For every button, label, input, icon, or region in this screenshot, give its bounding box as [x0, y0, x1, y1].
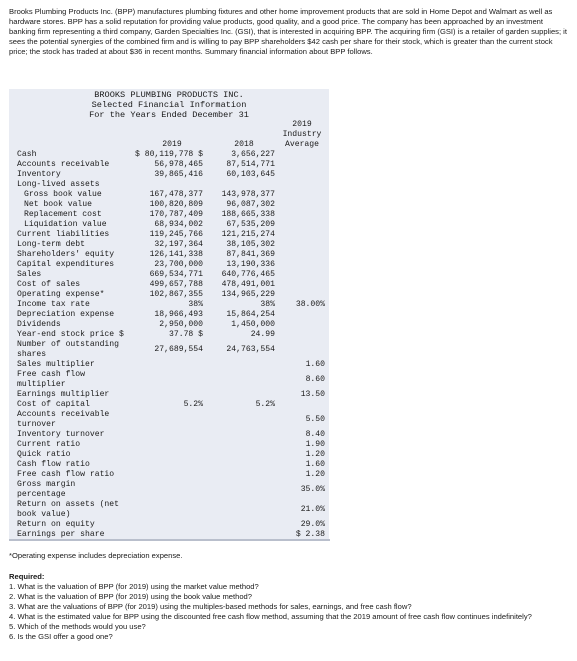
row-label: Gross book value	[24, 190, 102, 199]
row-value-2018: 3,656,227	[231, 150, 275, 159]
intro-paragraph: Brooks Plumbing Products Inc. (BPP) manufactures plumbing fixtures and other home improvement products that are sold in Home Depot and Walmart as well as hardware stores. BPP has a solid reputation for providing value products, good quality, and a good price. The company has been approached by an investment banking firm representing a third company, Garden Specialties Inc. (GSI), that is interested in acquiring BPP. The acquiring firm (GSI) is a retailer of garden supplies; it sees the potential synergies of the combined firm and is willing to pay BPP shareholders $42 cash per share for their stock, which is greater than the current stock price; the stock has traded at about $36 in recent months. Summary financial information about BPP follows.	[9, 7, 567, 57]
row-value-2018: 188,665,338	[221, 210, 275, 219]
row-value-2018: 478,491,001	[221, 280, 275, 289]
row-value-2018: 87,514,771	[226, 160, 275, 169]
row-label: Cash	[17, 150, 37, 159]
row-value-industry-average: 5.50	[305, 415, 325, 424]
row-label: Accounts receivable turnover	[17, 410, 110, 429]
row-value-2019: 39,865,416	[154, 170, 203, 179]
row-label: Cost of sales	[17, 280, 81, 289]
col-header-2019: 2019	[162, 140, 182, 149]
row-label: Inventory turnover	[17, 430, 105, 439]
row-value-2019: 669,534,771	[149, 270, 203, 279]
question-5: 5. Which of the methods would you use?	[9, 622, 146, 631]
row-value-industry-average: 1.20	[305, 450, 325, 459]
row-label: Sales multiplier	[17, 360, 95, 369]
question-2: 2. What is the valuation of BPP (for 2019) using the book value method?	[9, 592, 253, 601]
row-value-industry-average: 1.20	[305, 470, 325, 479]
row-value-2019: 27,689,554	[154, 345, 203, 354]
row-label: Capital expenditures	[17, 260, 115, 269]
row-value-industry-average: 13.50	[300, 390, 325, 399]
required-questions	[9, 582, 569, 642]
row-label: Income tax rate	[17, 300, 90, 309]
row-value-2019: 37.78 $	[169, 330, 203, 339]
row-label: Quick ratio	[17, 450, 71, 459]
row-label: Shareholders' equity	[17, 250, 115, 259]
row-value-industry-average: 38.00%	[295, 300, 325, 309]
row-value-2018: 121,215,274	[221, 230, 275, 239]
row-value-2019: 23,700,000	[154, 260, 203, 269]
row-value-2019: 167,478,377	[149, 190, 203, 199]
question-6: 6. Is the GSI offer a good one?	[9, 632, 113, 641]
row-label: Long-lived assets	[17, 180, 100, 189]
col-header-2018: 2018	[234, 140, 254, 149]
row-value-2018: 60,103,645	[226, 170, 275, 179]
table-title-company: BROOKS PLUMBING PRODUCTS INC.	[94, 90, 244, 100]
row-label: Number of outstanding shares	[17, 340, 119, 359]
row-label: Liquidation value	[24, 220, 107, 229]
row-value-2019: 126,141,338	[149, 250, 203, 259]
row-value-2018: 1,450,000	[231, 320, 275, 329]
table-title-subtitle: Selected Financial Information	[91, 100, 247, 110]
row-label: Free cash flow ratio	[17, 470, 115, 479]
row-value-2018: 87,841,369	[226, 250, 275, 259]
row-label: Cash flow ratio	[17, 460, 90, 469]
row-label: Current ratio	[17, 440, 81, 449]
row-label: Return on assets (net book value)	[17, 500, 119, 519]
row-label: Return on equity	[17, 520, 95, 529]
row-label: Net book value	[24, 200, 92, 209]
row-value-2019: 68,934,002	[154, 220, 203, 229]
row-label: Year-end stock price $	[17, 330, 124, 339]
row-value-2018: 24,763,554	[226, 345, 275, 354]
row-value-industry-average: $ 2.38	[295, 530, 325, 539]
row-value-2019: 100,820,809	[149, 200, 203, 209]
row-value-2018: 134,965,229	[221, 290, 275, 299]
row-value-2019: 38%	[188, 300, 203, 309]
row-value-2019: 56,978,465	[154, 160, 203, 169]
row-value-2018: 5.2%	[255, 400, 275, 409]
row-label: Sales	[17, 270, 42, 279]
row-value-2018: 640,776,465	[221, 270, 275, 279]
col-header-avg-year: 2019	[292, 120, 312, 129]
row-label: Free cash flow multiplier	[17, 370, 85, 389]
row-value-2019: 170,787,409	[149, 210, 203, 219]
row-value-2019: 119,245,766	[149, 230, 203, 239]
row-value-2019: 102,867,355	[149, 290, 203, 299]
row-label: Dividends	[17, 320, 61, 329]
row-value-industry-average: 21.0%	[300, 505, 325, 514]
row-value-industry-average: 8.60	[305, 375, 325, 384]
row-value-2019: 2,950,000	[159, 320, 203, 329]
row-label: Gross margin percentage	[17, 480, 76, 499]
row-value-industry-average: 8.40	[305, 430, 325, 439]
row-value-2019: 499,657,788	[149, 280, 203, 289]
required-heading: Required:	[9, 572, 45, 581]
row-value-industry-average: 1.60	[305, 460, 325, 469]
row-label: Accounts receivable	[17, 160, 110, 169]
row-value-industry-average: 1.60	[305, 360, 325, 369]
row-value-2019: 18,966,493	[154, 310, 203, 319]
row-value-2018: 13,190,336	[226, 260, 275, 269]
row-value-2019: 32,197,364	[154, 240, 203, 249]
row-label: Operating expense*	[17, 290, 105, 299]
row-value-2019: $ 80,119,778 $	[135, 150, 203, 159]
question-1: 1. What is the valuation of BPP (for 2019) using the market value method?	[9, 582, 259, 591]
row-label: Long-term debt	[17, 240, 85, 249]
row-value-2018: 38%	[260, 300, 275, 309]
row-label: Replacement cost	[24, 210, 102, 219]
col-header-avg-industry: Industry	[282, 130, 322, 139]
question-4: 4. What is the estimated value for BPP using the discounted free cash flow method, assuming that the 2019 amount of free cash flow continues indefinitely?	[9, 612, 532, 621]
row-label: Depreciation expense	[17, 310, 115, 319]
row-label: Earnings per share	[17, 530, 105, 539]
row-value-industry-average: 35.0%	[300, 485, 325, 494]
row-label: Current liabilities	[17, 230, 110, 239]
row-value-2018: 143,978,377	[221, 190, 275, 199]
footnote: *Operating expense includes depreciation expense.	[9, 551, 183, 560]
row-value-2018: 96,087,302	[226, 200, 275, 209]
row-value-2018: 67,535,209	[226, 220, 275, 229]
row-value-2019: 5.2%	[183, 400, 203, 409]
row-label: Cost of capital	[17, 400, 90, 409]
table-title-period: For the Years Ended December 31	[89, 110, 249, 120]
table-bottom-rule-end	[329, 539, 330, 541]
col-header-avg-average: Average	[285, 140, 319, 149]
question-3: 3. What are the valuations of BPP (for 2019) using the multiples-based methods for sales, earnings, and free cash flow?	[9, 602, 412, 611]
row-value-2018: 24.99	[250, 330, 275, 339]
row-value-industry-average: 1.90	[305, 440, 325, 449]
row-label: Inventory	[17, 170, 61, 179]
row-value-2018: 15,864,254	[226, 310, 275, 319]
row-value-2018: 38,105,302	[226, 240, 275, 249]
row-value-industry-average: 29.0%	[300, 520, 325, 529]
row-label: Earnings multiplier	[17, 390, 110, 399]
